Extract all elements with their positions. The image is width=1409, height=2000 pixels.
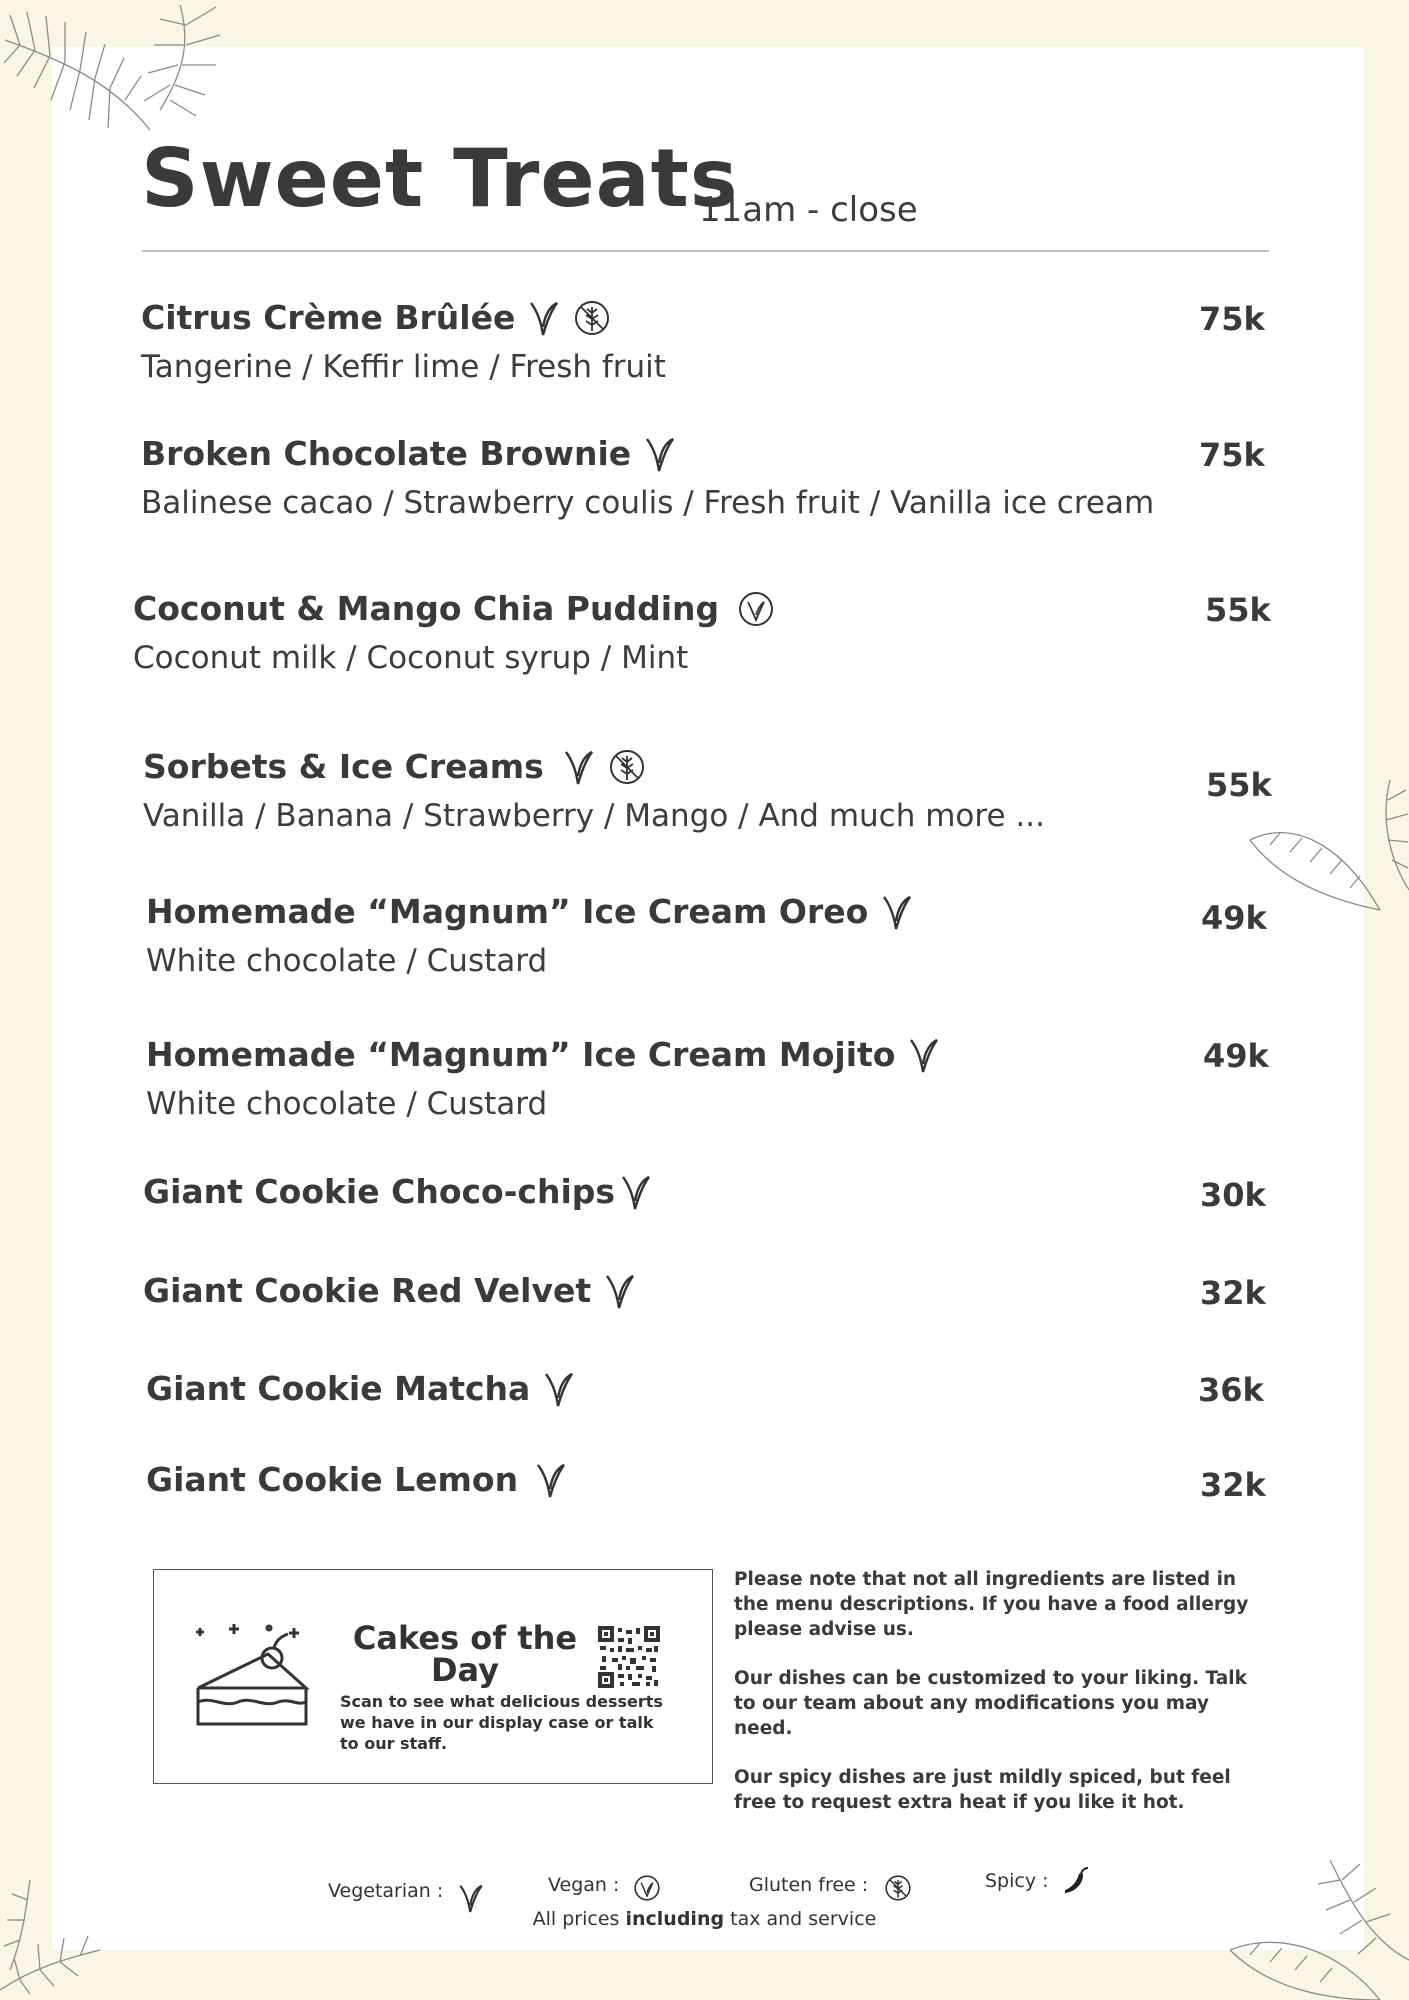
allergy-notes [734, 1567, 1264, 1839]
vegetarian-icon [880, 893, 914, 931]
vegetarian-icon [534, 1461, 568, 1499]
legend-spicy [985, 1866, 1091, 1896]
note-customize: Our dishes can be customized to your liking. Talk to our team about any modifications you may need. [734, 1668, 1247, 1739]
page-title: Sweet Treats [141, 132, 739, 225]
item-name: Coconut & Mango Chia Pudding [133, 589, 720, 628]
item-name: Giant Cookie Matcha [146, 1369, 531, 1408]
footer-text-post: tax and service [724, 1908, 877, 1930]
item-name: Citrus Crème Brûlée [141, 298, 516, 337]
menu-item [146, 892, 914, 979]
legend-spicy-label: Spicy : [985, 1870, 1049, 1892]
item-description: White chocolate / Custard [146, 943, 548, 979]
vegetarian-icon [603, 1272, 637, 1310]
opening-hours: 11am - close [699, 190, 918, 230]
legend-gluten-free [749, 1868, 912, 1902]
vegan-icon [633, 1874, 661, 1902]
item-name: Giant Cookie Lemon [146, 1460, 519, 1499]
qr-code-icon[interactable] [598, 1626, 660, 1688]
item-price: 30k [1200, 1176, 1266, 1214]
vegetarian-icon [619, 1173, 653, 1211]
menu-item [146, 1369, 576, 1408]
item-name: Sorbets & Ice Creams [143, 747, 544, 786]
menu-item [141, 434, 1154, 521]
gluten-free-icon [884, 1874, 912, 1902]
item-description: White chocolate / Custard [146, 1086, 548, 1122]
item-price: 55k [1206, 766, 1272, 804]
item-price: 36k [1198, 1371, 1264, 1409]
item-name: Giant Cookie Red Velvet [143, 1271, 592, 1310]
vegetarian-icon [643, 435, 677, 473]
menu-item [143, 1271, 637, 1310]
vegetarian-icon [542, 1370, 576, 1408]
item-name: Giant Cookie Choco-chips [143, 1172, 616, 1211]
item-price: 32k [1200, 1466, 1266, 1504]
item-description: Balinese cacao / Strawberry coulis / Fresh fruit / Vanilla ice cream [141, 485, 1155, 521]
menu-item [146, 1035, 941, 1122]
item-name: Homemade “Magnum” Ice Cream Oreo [146, 892, 869, 931]
cakes-title: Cakes of the Day [352, 1619, 578, 1689]
gluten-free-icon [608, 748, 646, 786]
menu-item [146, 1460, 568, 1499]
menu-item [141, 298, 666, 385]
item-price: 49k [1203, 1037, 1269, 1075]
vegetarian-icon [907, 1036, 941, 1074]
cakes-description: Scan to see what delicious desserts we have in our display case or talk to our staff. [340, 1692, 663, 1753]
legend-vegan [548, 1868, 661, 1902]
item-name: Broken Chocolate Brownie [141, 434, 632, 473]
cake-slice-icon [194, 1618, 314, 1733]
footer-text-pre: All prices [532, 1908, 626, 1930]
title-divider [142, 250, 1269, 252]
note-spicy: Our spicy dishes are just mildly spiced, but feel free to request extra heat if you like it hot. [734, 1767, 1231, 1813]
chili-pepper-icon [1061, 1866, 1091, 1896]
item-price: 75k [1199, 436, 1265, 474]
leaf-bottom-left-icon [0, 1870, 110, 2000]
item-price: 32k [1200, 1274, 1266, 1312]
vegan-icon [737, 590, 775, 628]
item-name: Homemade “Magnum” Ice Cream Mojito [146, 1035, 896, 1074]
item-description: Tangerine / Keffir lime / Fresh fruit [141, 349, 666, 385]
item-price: 55k [1205, 591, 1271, 629]
legend-vegetarian-label: Vegetarian : [328, 1880, 444, 1902]
menu-item [143, 747, 1045, 834]
palm-leaf-top-left-icon [0, 0, 260, 150]
vegetarian-icon [527, 299, 561, 337]
legend-gluten-free-label: Gluten free : [749, 1874, 869, 1896]
item-price: 49k [1201, 899, 1267, 937]
item-description: Vanilla / Banana / Strawberry / Mango / And much more ... [143, 798, 1045, 834]
item-description: Coconut milk / Coconut syrup / Mint [133, 640, 689, 676]
menu-item [133, 589, 775, 676]
price-footer [0, 1908, 1409, 1930]
note-allergy: Please note that not all ingredients are listed in the menu descriptions. If you have a food allergy please advise us. [734, 1569, 1249, 1640]
gluten-free-icon [573, 299, 611, 337]
footer-text-bold: including [625, 1908, 725, 1930]
item-price: 75k [1199, 300, 1265, 338]
menu-item [143, 1172, 653, 1211]
cakes-of-the-day-box [153, 1569, 713, 1784]
legend-vegan-label: Vegan : [548, 1874, 620, 1896]
vegetarian-icon [562, 748, 596, 786]
